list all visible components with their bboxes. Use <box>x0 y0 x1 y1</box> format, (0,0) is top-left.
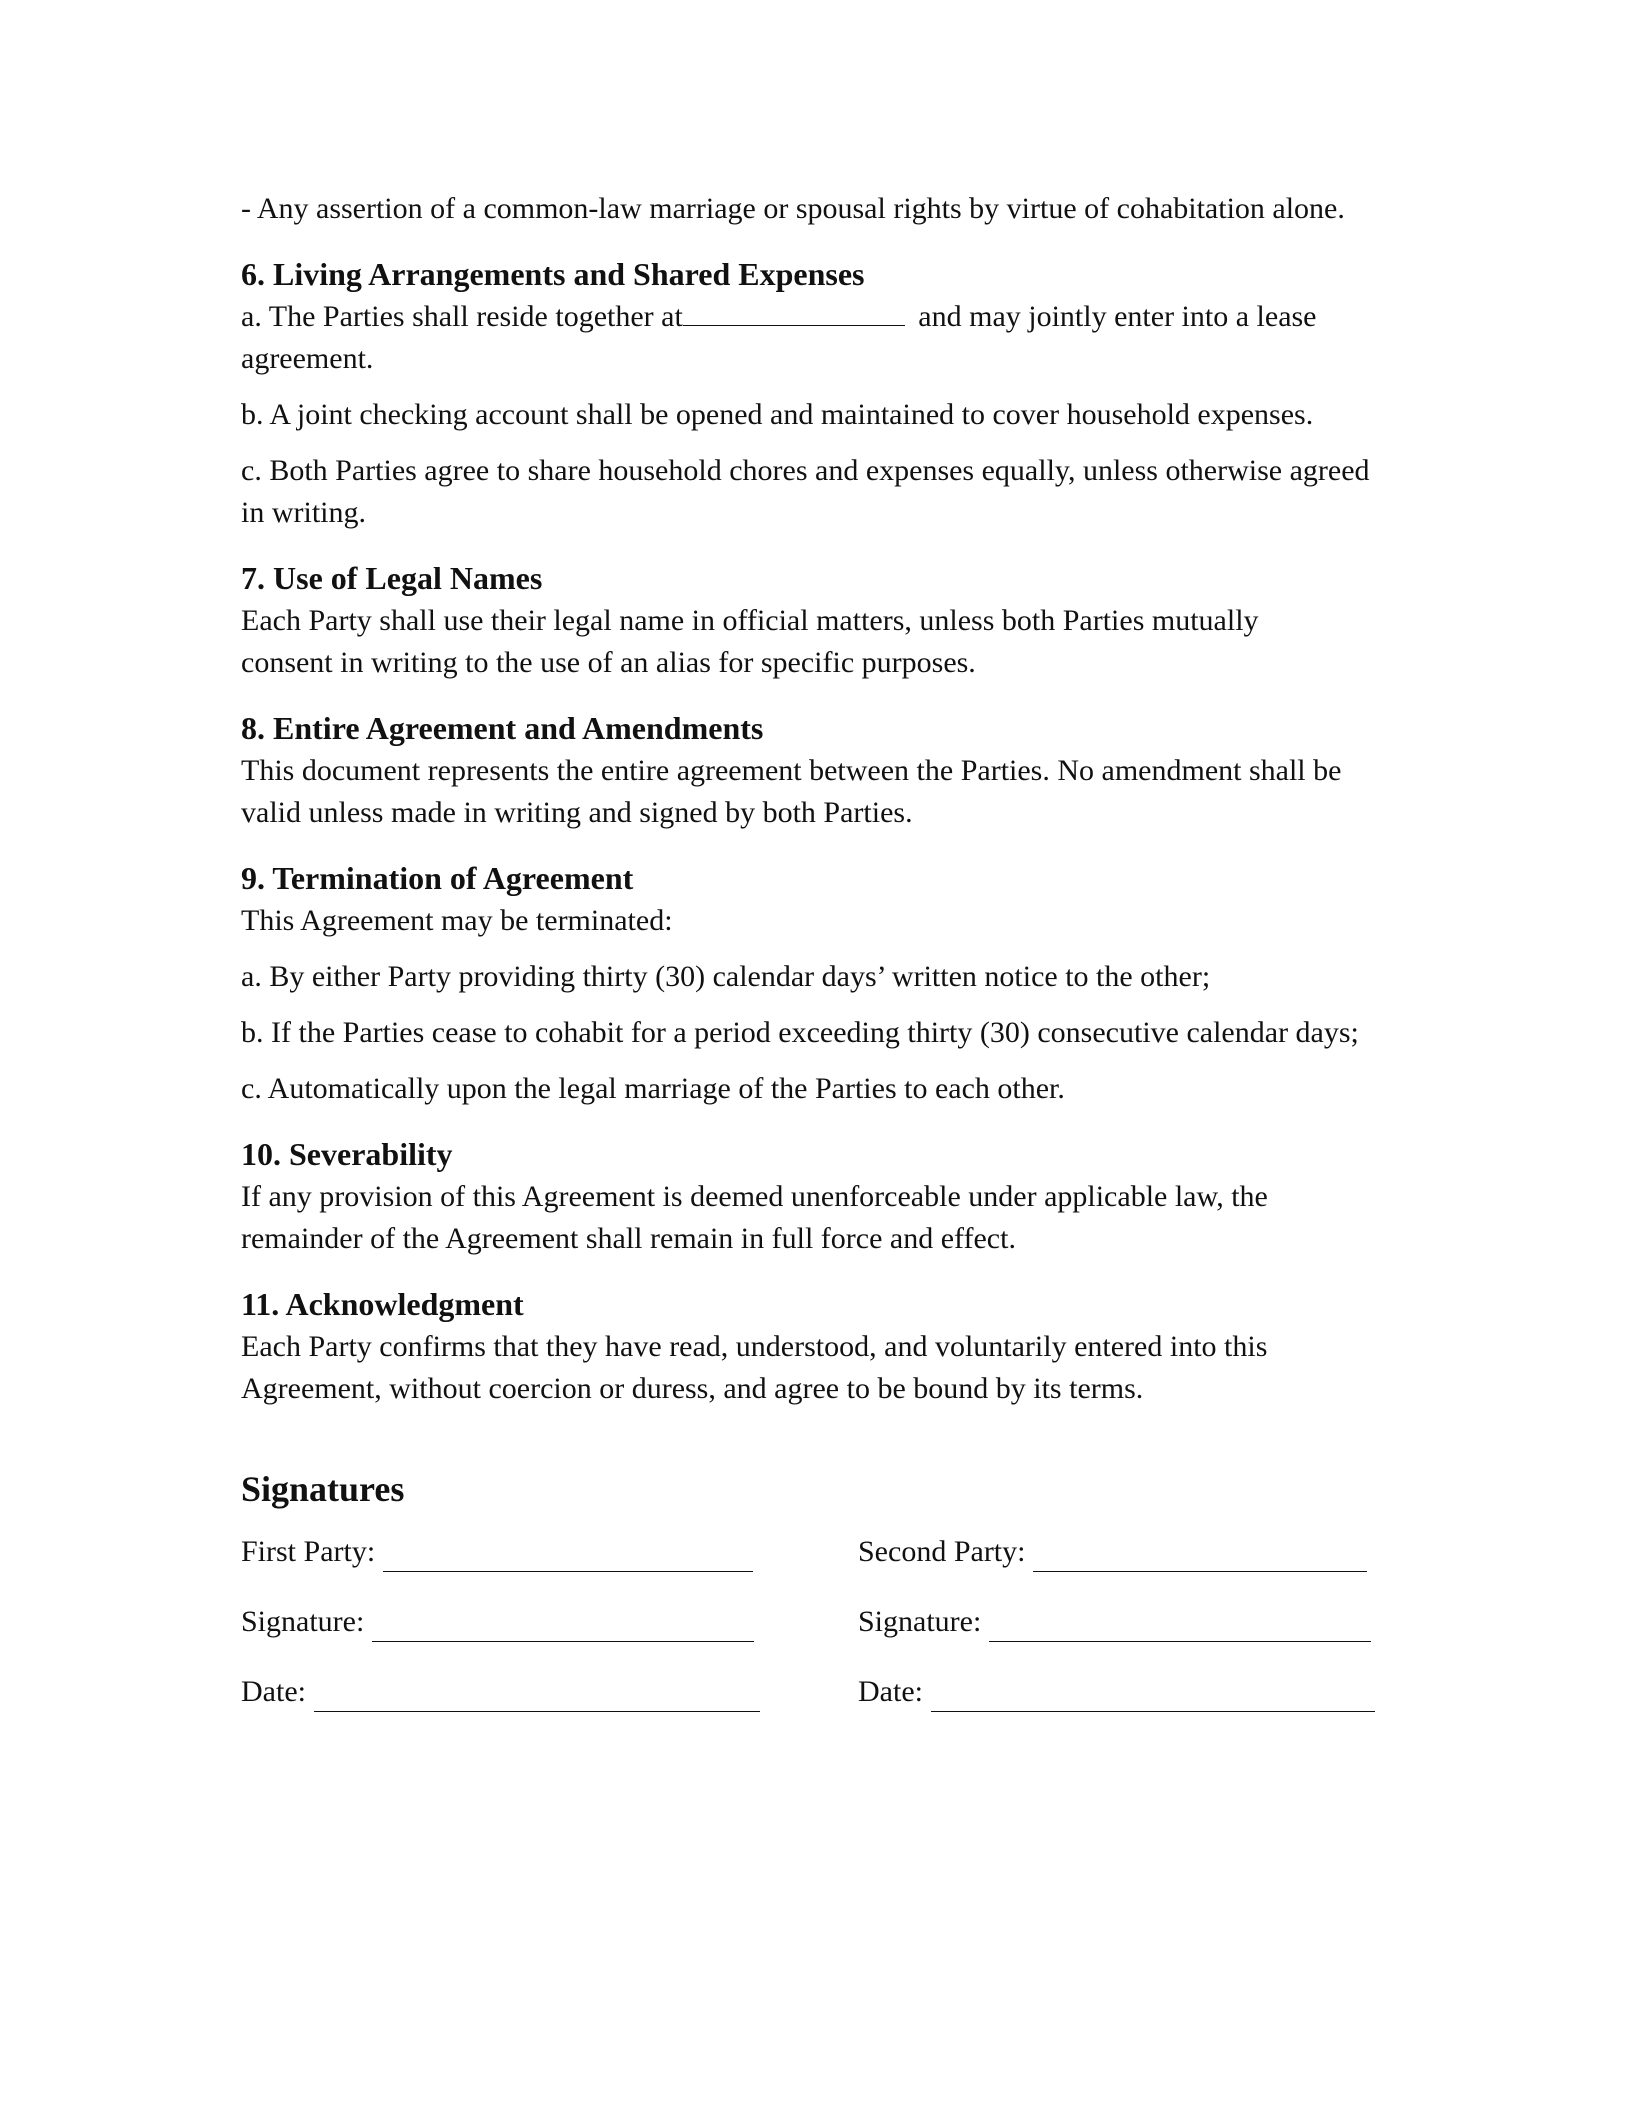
signature-row-date <box>241 1672 1391 1720</box>
first-date-label: Date: <box>241 1675 306 1708</box>
section-9-heading: 9. Termination of Agreement <box>241 860 634 896</box>
section-10-heading: 10. Severability <box>241 1136 453 1172</box>
first-signature-field <box>241 1602 754 1642</box>
intro-clause: - Any assertion of a common-law marriage or spousal rights by virtue of cohabitation alone. <box>241 192 1345 225</box>
signatures-heading: Signatures <box>241 1469 405 1509</box>
section-11-heading: 11. Acknowledgment <box>241 1286 524 1322</box>
second-party-line[interactable] <box>1033 1539 1367 1572</box>
second-party-field <box>858 1532 1367 1572</box>
first-party-line[interactable] <box>383 1539 753 1572</box>
second-party-label: Second Party: <box>858 1535 1026 1568</box>
section-8-heading: 8. Entire Agreement and Amendments <box>241 710 764 746</box>
section-6-clause-a <box>241 296 1371 380</box>
section-6-clause-c: c. Both Parties agree to share household chores and expenses equally, unless otherwise agreed in writing. <box>241 454 1370 529</box>
section-6-clause-b: b. A joint checking account shall be opened and maintained to cover household expenses. <box>241 398 1314 431</box>
first-date-line[interactable] <box>314 1679 760 1712</box>
first-party-label: First Party: <box>241 1535 376 1568</box>
first-party-field <box>241 1532 753 1572</box>
second-signature-field <box>858 1602 1371 1642</box>
section-11-body: Each Party confirms that they have read, understood, and voluntarily entered into this Agreement, without coercion or duress, and agree to be bound by its terms. <box>241 1330 1268 1405</box>
second-signature-label: Signature: <box>858 1605 982 1638</box>
signature-row-signature <box>241 1602 1391 1650</box>
section-9-intro: This Agreement may be terminated: <box>241 904 673 937</box>
section-10-body: If any provision of this Agreement is deemed unenforceable under applicable law, the remainder of the Agreement shall remain in full force and effect. <box>241 1180 1268 1255</box>
second-date-label: Date: <box>858 1675 923 1708</box>
section-7-body: Each Party shall use their legal name in official matters, unless both Parties mutually consent in writing to the use of an alias for specific purposes. <box>241 604 1259 679</box>
section-6-clause-a-text: a. The Parties shall reside together at <box>241 300 683 333</box>
section-8-body: This document represents the entire agreement between the Parties. No amendment shall be valid unless made in writing and signed by both Parties. <box>241 754 1342 829</box>
second-date-line[interactable] <box>931 1679 1375 1712</box>
signature-block <box>241 1532 1391 1752</box>
second-signature-line[interactable] <box>989 1609 1371 1642</box>
signature-row-party <box>241 1532 1391 1580</box>
section-6-heading: 6. Living Arrangements and Shared Expenses <box>241 256 865 292</box>
first-signature-line[interactable] <box>372 1609 754 1642</box>
section-7-heading: 7. Use of Legal Names <box>241 560 543 596</box>
second-date-field <box>858 1672 1375 1712</box>
section-9-clause-a: a. By either Party providing thirty (30) calendar days’ written notice to the other; <box>241 960 1211 993</box>
address-blank[interactable] <box>683 297 905 326</box>
first-signature-label: Signature: <box>241 1605 365 1638</box>
document-content <box>241 188 1391 1752</box>
section-9-clause-c: c. Automatically upon the legal marriage of the Parties to each other. <box>241 1072 1065 1105</box>
section-9-clause-b: b. If the Parties cease to cohabit for a period exceeding thirty (30) consecutive calendar days; <box>241 1016 1359 1049</box>
first-date-field <box>241 1672 760 1712</box>
section-6-clause-a-rest: and may jointly enter into a lease agreement. <box>241 300 1317 375</box>
